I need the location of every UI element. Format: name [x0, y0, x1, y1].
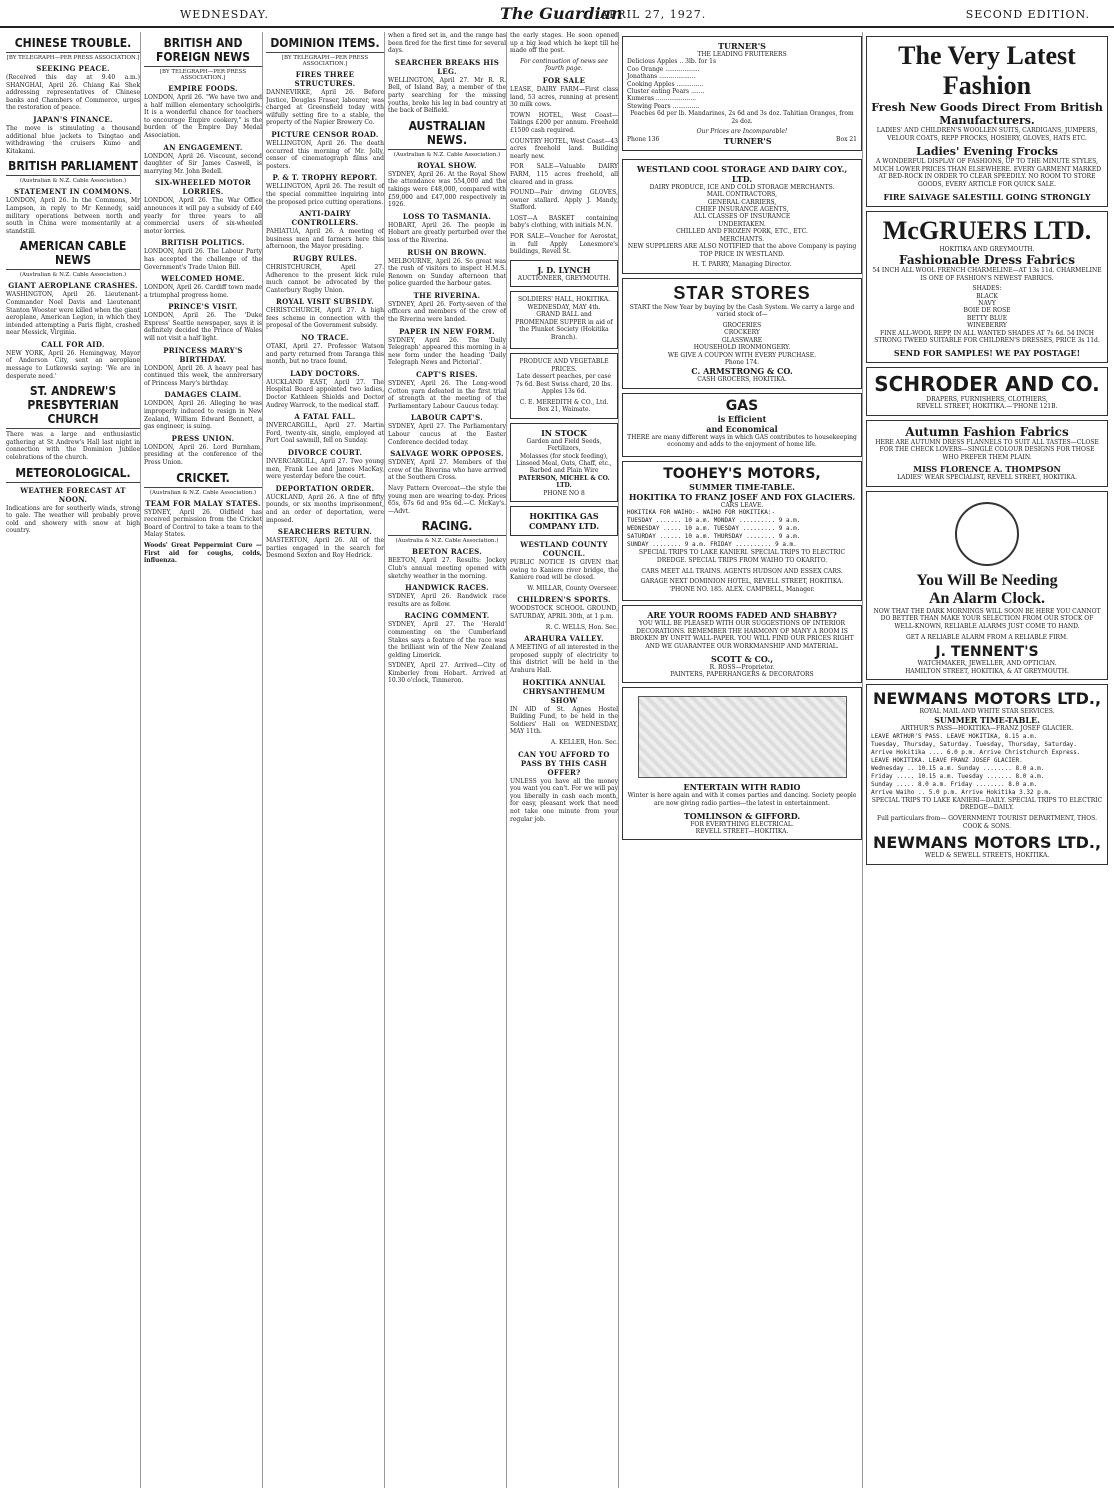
subhead: PRESS UNION.	[171, 433, 235, 443]
advert-heading: You Will Be Needing	[916, 571, 1058, 589]
advert-coupon: WE GIVE A COUPON WITH EVERY PURCHASE.	[667, 351, 817, 359]
timetable-row: Sunday ..... 8.0 a.m. Friday ........ 8.0 a.m.	[871, 780, 1038, 788]
advert-slogan: FIRE SALVAGE SALESTILL GOING STRONGLY	[883, 191, 1091, 202]
advertiser-box: Box 21	[836, 135, 857, 143]
timetable-row: SUNDAY ........ 9 a.m. FRIDAY .......... 9 a.m.	[627, 541, 797, 549]
advert-heading: SOLDIERS' HALL, HOKITIKA.	[518, 296, 610, 304]
timetable-row: WEDNESDAY ..... 10 a.m. TUESDAY ......... 9 a.m.	[627, 525, 801, 533]
article-text: SYDNEY, April 27. Arrived—City of Kimberley from Hobart. Arrived at 10.30 o'clock, Tinmeron.	[388, 662, 506, 685]
advertiser-address: REVELL STREET—HOKITIKA.	[695, 828, 789, 836]
notice-heading: WESTLAND COUNTY COUNCIL.	[520, 540, 608, 559]
classified-item: COUNTRY HOTEL, West Coast—43 acres freehold land. Building nearly new.	[510, 137, 618, 160]
stock-item: HOUSEHOLD IRONMONGERY.	[693, 344, 791, 352]
advertiser-sub: DRAPERS, FURNISHERS, CLOTHIERS,	[926, 395, 1048, 403]
subhead: LABOUR CAPT'S.	[411, 413, 483, 423]
subhead: ANTI-DAIRY CONTROLLERS.	[291, 209, 359, 228]
advert-slogan: Our Prices are Incomparable!	[696, 128, 788, 136]
advertiser-box: Box 21, Waimate.	[537, 406, 591, 414]
shade-item: BETTY BLUE	[966, 314, 1008, 322]
timetable-row: LEAVE HOKITIKA. LEAVE FRANZ JOSEF GLACIER.	[871, 756, 1023, 764]
subhead: DAMAGES CLAIM.	[164, 390, 242, 400]
advert-schroder	[866, 367, 1108, 416]
advert-text: GRAND BALL and PROMENADE SUPPER in aid of the Plunket Society (Hokitika Branch).	[515, 311, 613, 341]
advert-heading: PRODUCE AND VEGETABLE PRICES.	[519, 358, 609, 373]
continuation-note: For continuation of news see fourth page.	[520, 57, 608, 73]
advert-route: HOKITIKA TO FRANZ JOSEF AND FOX GLACIERS.	[628, 491, 856, 502]
advertiser-address: WELD & SEWELL STREETS, HOKITIKA.	[924, 852, 1050, 860]
advertiser-name: MISS FLORENCE A. THOMPSON	[913, 464, 1061, 475]
advert-signature: H. T. PARRY, Managing Director.	[692, 261, 792, 269]
stock-item: Fertilizers,	[547, 445, 581, 453]
advertiser-phone: PHONE NO 8	[543, 489, 585, 497]
advert-text: YOU WILL BE PLEASED WITH OUR SUGGESTIONS OF INTERIOR DECORATIONS. REMEMBER THE HARMONY OF MANY A ROOM IS BROKEN BY UNFIT WALL-PAPER. YOU WILL FIND OUR PRICES RIGHT AND WE GUARANTEE OUR WORKMANSHIP AND MATERIAL.	[630, 620, 854, 651]
timetable-row: Friday ..... 10.15 a.m. Tuesday ....... 8.0 a.m.	[871, 772, 1045, 780]
advertiser-name: J. D. LYNCH	[537, 264, 591, 275]
subhead: LADY DOCTORS.	[290, 368, 360, 378]
article-text: SYDNEY, April 26. Randwick race results are as follow.	[388, 593, 506, 608]
advert-text: FINE ALL-WOOL REPP, IN ALL WANTED SHADES AT 7s 6d. 54 INCH STRONG TWEED SUITABLE FOR CHILDREN'S DRESSES, PRICE 3s 11d.	[874, 329, 1100, 345]
article-text: the early stages. He soon opened up a big lead which he kept till he made off the post.	[510, 32, 618, 55]
advert-text: LADIES' AND CHILDREN'S WOOLLEN SUITS, CARDIGANS, JUMPERS, VELOUR COATS, REPP FROCKS, HOSIERY, GLOVES, HATS ETC.	[876, 127, 1098, 142]
subhead: HANDWICK RACES.	[405, 583, 489, 593]
advert-subheading: and Economical	[706, 423, 778, 434]
notice-text: UNLESS you have all the money you want you can't. For we will pay you liberally in cash each month, for easy, pleasant work that need not take one minute from your regular job.	[510, 777, 618, 823]
stock-item: CROCKERY	[724, 329, 760, 337]
timetable-row: Arrive Hokitika .... 6.0 p.m. Arrive Christchurch Express.	[871, 748, 1081, 756]
advertiser-name: STAR STORES	[673, 282, 811, 303]
advert-mcgruers	[866, 211, 1108, 363]
advertiser-name: PATERSON, MICHEL & CO. LTD.	[518, 474, 610, 490]
byline: [BY TELEGRAPH—PER PRESS ASSOCIATION.]	[281, 55, 369, 67]
price-item: Kumeras .....................	[627, 95, 696, 103]
column-8	[866, 32, 1108, 1488]
advert-westland-cool-storage	[622, 159, 862, 274]
stock-item: Molasses (for stock feeding),	[520, 452, 608, 460]
article-text: NEW YORK, April 26. Hemingway, Mayor of Anderson City, sent an aeroplane message to Lutkowski saying: 'We are in desperate need.'	[6, 349, 140, 380]
byline: [BY TELEGRAPH—PER PRESS ASSOCIATION.]	[6, 55, 140, 61]
masthead-day: WEDNESDAY.	[180, 8, 270, 21]
byline: (Australian & N.Z. Cable Association.)	[393, 151, 501, 158]
price-item: Coo Orange ..................	[627, 65, 700, 73]
article-text: Indications are for southerly winds, strong to gale. The weather will probably prove cold and showery with snow at high country.	[6, 504, 140, 535]
article-text: WELLINGTON, April 27. Mr R. R. Bell, of Island Bay, a member of the party searching for the missing youths, broke his leg in bad country at the back of Belfield.	[388, 76, 506, 115]
stock-item: GROCERIES	[722, 321, 762, 329]
subhead: P. & T. TROPHY REPORT.	[272, 173, 378, 183]
advert-star-stores	[622, 278, 862, 389]
advert-route: ARTHUR'S PASS—HOKITIKA—FRANZ JOSEF GLACIER.	[900, 725, 1074, 733]
shade-item: WINEBERRY	[967, 322, 1007, 330]
advert-subheading: is Efficient	[717, 413, 767, 424]
advert-text: SPECIAL TRIPS TO LAKE KANIERI—DAILY. SPECIAL TRIPS TO ELECTRIC DREDGE—DAILY.	[871, 796, 1103, 812]
headline-australian-news: AUSTRALIAN NEWS.	[388, 119, 506, 150]
article-text: WASHINGTON, April 26. Lieutenant-Commander Noel Davis and Lieutenant Stanton Wooster were killed when the giant aeroplane, American Legion, in which they intended attempting a Paris flight, crashed near Messick, Virginia.	[6, 291, 140, 337]
classified-item: FOR SALE—Valuable DAIRY FARM, 115 acres freehold, all cleared and in grass.	[510, 163, 618, 186]
advert-subheading: Ladies' Evening Frocks	[916, 145, 1058, 159]
advert-subheading: Fresh New Goods Direct From British Manufacturers.	[871, 101, 1103, 127]
subhead: PRINCE'S VISIT.	[168, 302, 238, 312]
advert-text: NEW SUPPLIERS ARE ALSO NOTIFIED that the above Company is paying TOP PRICE IN WESTLAND.	[627, 243, 857, 258]
advert-alarm-clock	[866, 491, 1108, 680]
advertiser-name: C. ARMSTRONG & CO.	[691, 366, 793, 377]
advertiser-name: HOKITIKA GAS COMPANY LTD.	[528, 511, 599, 532]
service-item: CHILLED AND FROZEN PORK, ETC., ETC.	[676, 228, 808, 236]
subhead: SIX-WHEELED MOTOR LORRIES.	[154, 178, 251, 197]
timetable-row: HOKITIKA FOR WAIHO:- WAIHO FOR HOKITIKA:-	[627, 509, 776, 517]
classified-item: LEASE, DAIRY FARM—First class land, 53 acres, running at present 30 milk cows.	[510, 85, 618, 109]
service-item: DAIRY PRODUCE, ICE AND COLD STORAGE MERCHANTS.	[649, 183, 835, 191]
column-5	[510, 32, 619, 1488]
price-item: Cluster eating Pears .......	[627, 88, 705, 96]
classified-item: LOST—A BASKET containing baby's clothing, with initials M.N.	[510, 214, 618, 230]
advert-heading: An Alarm Clock.	[929, 589, 1045, 607]
notice-heading: CAN YOU AFFORD TO PASS BY THIS CASH OFFER?	[518, 749, 610, 777]
advert-paterson	[510, 423, 618, 502]
subhead: A FATAL FALL.	[294, 412, 356, 422]
subhead: PAPER IN NEW FORM.	[399, 326, 495, 336]
advertiser-address: HAMILTON STREET, HOKITIKA, & AT GREYMOUTH.	[905, 667, 1069, 675]
column-4	[388, 32, 507, 1488]
advert-heading: GAS	[725, 397, 759, 414]
article-text: SYDNEY, April 26. The Long-wood Cotton yarn defeated in the first trial of strength at the meeting of the Parliamentary Labour Caucus today.	[388, 380, 506, 410]
subhead: SEARCHERS RETURN.	[277, 527, 373, 537]
subhead: STATEMENT IN COMMONS.	[14, 187, 132, 197]
advert-text: GARAGE NEXT DOMINION HOTEL, REVELL STREET, HOKITIKA. 'PHONE NO. 185. ALEX. CAMPBELL, Manager.	[640, 578, 844, 593]
advertiser-address: REVELL STREET, HOKITIKA.—'PHONE 121B.	[916, 403, 1058, 411]
price-item: Stewing Pears ..............	[627, 102, 700, 110]
advert-text: Winter is here again and with it comes parties and dancing. Society people are now giving radio parties—the latest in entertainment.	[627, 792, 857, 808]
advert-label: CARS LEAVE.	[720, 501, 764, 509]
advert-autumn-fabrics	[866, 420, 1108, 487]
classified-item: TOWN HOTEL, West Coast—Takings £200 per annum. Freehold £1500 cash required.	[510, 111, 618, 134]
notice-signature: R. C. WELLS, Hon. Sec.	[545, 623, 618, 631]
advertiser-name: J. TENNENT'S	[935, 644, 1039, 661]
byline: (Australian & N.Z. Cable Association.)	[19, 178, 127, 185]
subhead: SALVAGE WORK OPPOSES.	[390, 449, 504, 459]
advertiser-sub: THE LEADING FRUITERERS	[697, 51, 787, 58]
advertiser-trades: PAINTERS, PAPERHANGERS & DECORATORS	[670, 671, 814, 679]
stock-item: Barbed and Plain Wire	[529, 467, 599, 475]
column-1	[6, 32, 141, 1488]
byline: (Australia & N.Z. Cable Association.)	[395, 538, 499, 545]
advert-subheading: SUMMER TIME-TABLE.	[934, 715, 1040, 726]
advert-text: A WONDERFUL DISPLAY OF FASHIONS, UP TO THE MINUTE STYLES, MUCH LOWER PRICES THAN ELSEWHERE. EVERY GARMENT MARKED AT BED-ROCK IN ORDER TO CLEAR SPEEDILY. NO ROOM TO STORE GOODS, EVERY ARTICLE FOR QUICK SALE.	[872, 158, 1102, 188]
clock-icon	[955, 502, 1019, 566]
article-text: WELLINGTON, April 26. The result of the special committee inquiring into the proposed price cutting operations.	[266, 183, 384, 206]
advert-lynch	[510, 260, 618, 287]
advertiser-sub: LADIES' WEAR SPECIALIST, REVELL STREET, HOKITIKA.	[897, 474, 1077, 482]
advertiser-name: TOMLINSON & GIFFORD.	[683, 810, 801, 821]
advertiser-name: NEWMANS MOTORS LTD.,	[872, 833, 1102, 853]
masthead-paper-name: The Guardian	[500, 4, 623, 23]
subhead: ROYAL SHOW.	[417, 160, 477, 170]
subhead: RACING COMMENT.	[404, 611, 490, 621]
headline-chinese-trouble: CHINESE TROUBLE.	[6, 36, 140, 53]
column-2	[144, 32, 263, 1488]
subhead: RUGBY RULES.	[292, 253, 358, 263]
article-text: CHRISTCHURCH, April 27. A high fees scheme in connection with the proposal of the Government subsidy.	[266, 307, 384, 330]
notice-text: WOODSTOCK SCHOOL GROUND, SATURDAY, APRIL 30th, at 1 p.m.	[510, 605, 618, 621]
advert-text: Peaches 6d per lb. Mandarines, 2s 6d and 3s doz. Tahitian Oranges, from 2s doz.	[630, 110, 854, 125]
headline-british-parliament: BRITISH PARLIAMENT	[6, 159, 140, 176]
column-3	[266, 32, 385, 1488]
advertiser-sub: WATCHMAKER, JEWELLER, AND OPTICIAN.	[917, 660, 1057, 668]
notice-signature: A. KELLER, Hon. Sec.	[550, 739, 618, 746]
article-text: CHRISTCHURCH, April 27. Adherence to the present kick rule much cannot be advocated by the Canterbury Rugby Union.	[266, 263, 384, 294]
advertiser-title: AUCTIONEER, GREYMOUTH.	[517, 274, 611, 282]
subhead: CALL FOR AID.	[41, 339, 105, 349]
article-text: LONDON, April 26. The 'Duke Express' Seattle newspaper, says it is definitely decided the Prince of Wales will not visit a half light.	[144, 312, 262, 343]
article-text: BEETON, April 27. Results: Jockey Club's annual meeting opened with sketchy weather in the morning.	[388, 557, 506, 580]
advert-heading: Autumn Fashion Fabrics	[905, 424, 1069, 439]
article-text: INVERCARGILL, April 27. Two young men, Frank Lee and James MacKay, were yesterday before the court.	[266, 458, 384, 481]
article-text: SYDNEY, April 26. The 'Daily Telegraph' appeared this morning in a new form under the heading 'Daily Telegraph News and Pictorial'.	[388, 336, 506, 367]
article-text: LONDON, April 26. Alleging he was improperly induced to resign in New Zealand, William Edward Bennett, a gas engineer, is suing.	[144, 400, 262, 431]
advert-latest-fashion	[866, 36, 1108, 207]
article-text: AUCKLAND EAST, April 27. The Hospital Board appointed two ladies, Doctor Kathleen Shields and Doctor Audrey Warrock, to the medical staff.	[266, 378, 384, 409]
advertiser-sub: FOR EVERYTHING ELECTRICAL.	[690, 820, 794, 828]
byline: (Australian & N.Z. Cable Association.)	[149, 489, 257, 496]
advert-tooheys-motors	[622, 461, 862, 601]
notice-heading: HOKITIKA ANNUAL CHRYSANTHEMUM SHOW	[522, 677, 606, 705]
shade-item: BLACK	[976, 292, 998, 300]
advertiser-phone: Phone 174.	[724, 358, 760, 366]
article-text: PAHIATUA, April 26. A meeting of business men and farmers here this afternoon, the Mayor presiding.	[266, 228, 384, 251]
classified-item: FOR SALE—Voucher for Aerostat, in full Apply Lonesmore's buildings, Revell St.	[510, 233, 618, 256]
advert-text: Late dessert peaches, per case 7s 6d. Best Swiss chard, 20 lbs. Apples 13s 6d.	[515, 373, 613, 396]
notice-text: IN AID of St. Agnes Hostel Building Fund, to be held in the Soldiers' Hall on WEDNESDAY, MAY 11th.	[510, 705, 618, 736]
article-text: LONDON, April 26. A heavy peal has continued this week, the anniversary of Princess Mary's birthday.	[144, 364, 262, 387]
service-item: ALL CLASSES OF INSURANCE	[693, 213, 791, 221]
subhead: DEPORTATION ORDER.	[275, 483, 375, 493]
subhead: WEATHER FORECAST AT NOON.	[20, 485, 126, 504]
advertiser-name: WESTLAND COOL STORAGE AND DAIRY COY., LTD.	[636, 163, 848, 184]
advertiser-name: TURNER'S	[723, 135, 772, 146]
advert-text: CARS MEET ALL TRAINS. AGENTS HUDSON AND ESSEX CARS.	[641, 567, 843, 575]
article-text: LONDON, April 26. Viscount, second daughter of Sir James Caswell, is marrying Mr. John Bedell.	[144, 152, 262, 175]
article-text: LONDON, April 26. "We have two and a half million elementary schoolgirls. It is a wonderful chance for teachers to encourage Empire cookery," is the burden of the Empire Day Medal Association.	[144, 94, 262, 139]
subhead: THE RIVERINA.	[413, 290, 481, 300]
advertiser-location: HOKITIKA AND GREYMOUTH.	[939, 245, 1035, 253]
stock-item: GLASSWARE	[721, 336, 763, 344]
price-item: Delicious Apples .. 3lb. for 1s	[627, 58, 717, 66]
headline-cricket: CRICKET.	[144, 471, 262, 488]
advert-soldiers-hall	[510, 291, 618, 349]
notice-text: PUBLIC NOTICE IS GIVEN that owing to Kaniere river bridge, the Kaniere road will be closed.	[510, 559, 618, 582]
classified-heading: FOR SALE	[542, 75, 586, 85]
classified-item: FOUND—Pair driving GLOVES, owner stallard. Apply J. Mandy, Stafford.	[510, 189, 618, 212]
advert-text: THERE are many different ways in which GAS contributes to housekeeping economy and adds to the enjoyment of home life.	[627, 433, 857, 449]
article-text: SYDNEY, April 27. The 'Herald' commenting on the Cumberland Stakes says a feature of the race was the brilliant win of the New Zealand gelding Limerick.	[388, 621, 506, 659]
masthead-edition: SECOND EDITION.	[965, 8, 1090, 21]
headline-dominion-items: DOMINION ITEMS.	[266, 36, 384, 53]
subhead: PRINCESS MARY'S BIRTHDAY.	[163, 345, 243, 364]
price-item: Jonathans ...................	[627, 73, 696, 81]
stock-item: Garden and Field Seeds,	[526, 437, 602, 445]
subhead: AN ENGAGEMENT.	[163, 142, 243, 152]
timetable-row: Wednesday .. 10.15 a.m. Sunday ........ 8.0 a.m.	[871, 764, 1045, 772]
subhead: CAPT'S RISES.	[416, 370, 478, 380]
subhead: TEAM FOR MALAY STATES.	[145, 498, 261, 508]
advert-slogan: SEND FOR SAMPLES! WE PAY POSTAGE!	[893, 347, 1081, 358]
article-text: LONDON, April 26. The War Office announces it will pay a subsidy of £40 yearly for three years to all commercial users of six-wheeled motor lorries.	[144, 197, 262, 235]
advert-text: START the New Year by buying by the Cash System. We carry a large and varied stock of—	[629, 303, 855, 319]
service-item: MAIL CONTRACTORS,	[706, 191, 778, 199]
advertiser-phone: Phone 136	[627, 135, 660, 143]
article-text: (Received this day at 9.40 a.m.) SHANGHAI, April 26. Chiang Kai Shek addressing representatives of Chinese banks and Chambers of Commerce, urges the restoration of peace.	[6, 74, 140, 112]
advert-gas	[622, 393, 862, 457]
stock-item: Linseed Meal, Oats, Chaff, etc.,	[516, 460, 612, 468]
notice-heading: CHILDREN'S SPORTS.	[517, 595, 611, 605]
advertiser-name: NEWMANS MOTORS LTD.,	[872, 688, 1102, 708]
article-text: SYDNEY, April 26. Oldfield has received permission from the Cricket Board of Control to take a team to the Malay States.	[144, 508, 262, 539]
timetable-row: Tuesday, Thursday, Saturday. Tuesday, Thursday, Saturday.	[871, 740, 1077, 748]
advert-text: 54 INCH ALL WOOL FRENCH CHARMELINE—AT 13s 11d. CHARMELINE IS ONE OF FASHION'S NEWEST FABRICS.	[872, 266, 1102, 282]
headline-st-andrews: ST. ANDREW'S PRESBYTERIAN CHURCH	[6, 384, 140, 429]
subhead: JAPAN'S FINANCE.	[33, 114, 113, 124]
advert-heading: Fashionable Dress Fabrics	[899, 252, 1075, 267]
subhead: BEETON RACES.	[411, 547, 483, 557]
timetable-row: TUESDAY ....... 10 a.m. MONDAY .......... 9 a.m.	[627, 517, 801, 525]
service-item: CHIEF INSURANCE AGENTS,	[695, 206, 789, 214]
advertiser-proprietor: R. ROSS—Proprietor.	[709, 663, 775, 671]
notice-text: A MEETING of all interested in the proposed supply of electricity to this district will be held in the Arahura Hall.	[510, 644, 618, 675]
article-text: LONDON, April 26. Cardiff town made a triumphal progress home.	[144, 284, 262, 299]
advert-text: SPECIAL TRIPS TO LAKE KANIERI. SPECIAL TRIPS TO ELECTRIC DREDGE. SPECIAL TRIPS FROM WAIHO TO OKARITO.	[638, 549, 846, 564]
headline-american-cable-news: AMERICAN CABLE NEWS	[6, 239, 140, 270]
advert-label: SHADES:	[972, 285, 1002, 293]
article-text: HOBART, April 26. The people in Hobart are greatly perturbed over the loss of the Riverina.	[388, 221, 506, 244]
advert-subheading: SUMMER TIME-TABLE.	[689, 481, 795, 492]
advert-peppermint-cure: Woods' Great Peppermint Cure — First aid for coughs, colds, influenza.	[144, 541, 262, 565]
subhead: RUSH ON BROWN.	[407, 247, 487, 257]
advertiser-name: TURNER'S	[718, 41, 766, 51]
headline-british-foreign-news: BRITISH AND FOREIGN NEWS	[144, 36, 262, 67]
advert-turners	[622, 36, 862, 151]
advert-gas-company	[510, 506, 618, 536]
advertiser-name: C. E. MEREDITH & CO., Ltd.	[519, 399, 609, 407]
article-text: OTAKI, April 27. Professor Watson and party returned from Taranga this month, but no trace found.	[266, 343, 384, 366]
article-text: DANNEVIRKE, April 26. Before Justice, Douglas Fraser, labourer, was charged at Greensfield today with wilfully setting fire to a stable, the property of the Napier Brewery Co.	[266, 89, 384, 127]
column-6-7-ads	[622, 32, 863, 1488]
service-item: MERCHANTS.	[719, 235, 765, 243]
advert-date: WEDNESDAY, MAY 4th.	[527, 303, 601, 311]
article-text: LONDON, April 26. The Labour Party has accepted the challenge of the Government's Trade Union Bill.	[144, 248, 262, 271]
subhead: GIANT AEROPLANE CRASHES.	[8, 281, 138, 291]
advert-text: Full particulars from— GOVERNMENT TOURIST DEPARTMENT, THOS. COOK & SONS.	[876, 814, 1097, 830]
subhead: NO TRACE.	[301, 333, 349, 343]
subhead: ROYAL VISIT SUBSIDY.	[276, 297, 374, 307]
subhead: BRITISH POLITICS.	[161, 238, 245, 248]
advertiser-name: SCHRODER AND CO.	[874, 371, 1100, 396]
advert-heading: IN STOCK	[541, 427, 587, 438]
masthead-date: APRIL 27, 1927.	[600, 8, 707, 21]
advertiser-name: SCOTT & CO.,	[711, 653, 773, 664]
byline: (Australian & N.Z. Cable Association.)	[19, 272, 127, 279]
article-text: MELBOURNE, April 26. So great was the rush of visitors to inspect H.M.S. Renown on Sunday afternoon that police guarded the harbour gates.	[388, 257, 506, 288]
advertiser-name: TOOHEY'S MOTORS,	[663, 465, 821, 482]
byline: [BY TELEGRAPH—PER PRESS ASSOCIATION.]	[159, 69, 247, 81]
headline-racing: RACING.	[388, 519, 506, 536]
advert-heading: ENTERTAIN WITH RADIO	[683, 782, 801, 793]
subhead: SEARCHER BREAKS HIS LEG.	[394, 57, 500, 76]
advertiser-name: McGRUERS LTD.	[882, 215, 1092, 245]
advert-text: HERE ARE AUTUMN DRESS FLANNELS TO SUIT ALL TASTES—CLOSE FOR THE CHECK LOVERS—SINGLE COLOUR DESIGNS FOR THOSE WHO PREFER THEM PLAIN.	[875, 438, 1099, 461]
advert-text: GET A RELIABLE ALARM FROM A RELIABLE FIRM.	[905, 633, 1069, 641]
advert-produce	[510, 353, 618, 418]
timetable-row: SATURDAY ...... 10 a.m. THURSDAY ........ 9 a.m.	[627, 533, 801, 541]
notice-signature: W. MILLAR, County Overseer.	[527, 584, 618, 592]
subhead: WELCOMED HOME.	[161, 274, 245, 284]
advert-radio	[622, 687, 862, 840]
article-text: SYDNEY, April 27. The Parliamentary Labour caucus at the Easter Conference decided today.	[388, 423, 506, 446]
shade-item: NAVY	[978, 299, 996, 307]
article-text: SYDNEY, April 27. Members of the crew of the Riverina who have arrived at the Southern Cross.	[388, 459, 506, 482]
price-item: Cooking Apples ..............	[627, 80, 704, 88]
subhead: FIRES THREE STRUCTURES.	[294, 70, 356, 88]
article-text: The move is stimulating a thousand additional blue jackets to Tsingtao and withdrawing the cruisers Kumo and Kitakami.	[6, 124, 140, 155]
headline-meteorological: METEOROLOGICAL.	[6, 466, 140, 483]
advert-newmans-motors	[866, 684, 1108, 865]
article-text: LONDON, April 26. In the Commons, Mr Lampson, in reply to Mr Kennedy, said military operations between north and south in China were momentarily at a standstill.	[6, 197, 140, 235]
article-text: AUCKLAND, April 26. A fine of fifty pounds, or six months imprisonment, and an order of deportation, were imposed.	[266, 493, 384, 524]
timetable-row: LEAVE ARTHUR'S PASS. LEAVE HOKITIKA, 8.15 a.m.	[871, 732, 1038, 740]
service-item: UNDERTAKEN.	[718, 220, 766, 228]
article-text: LONDON, April 26. Lord Burnham, presiding at the conference of the Press Union.	[144, 443, 262, 466]
advert-text: NOW THAT THE DARK MORNINGS WILL SOON BE HERE YOU CANNOT DO BETTER THAN MAKE YOUR SELECTION FROM OUR STOCK OF WELL-KNOWN, RELIABLE ALARMS JUST COME TO HAND.	[873, 607, 1101, 630]
subhead: LOSS TO TASMANIA.	[402, 211, 492, 221]
radio-illustration	[638, 696, 847, 778]
subhead: EMPIRE FOODS.	[168, 84, 238, 93]
article-text: INVERCARGILL, April 27. Martin Ford, twenty-six, single, employed at Port Coal sawmill, fell on Sunday.	[266, 422, 384, 445]
subhead: SEEKING PEACE.	[36, 64, 110, 73]
masthead	[0, 0, 1114, 28]
article-text: MASTERTON, April 26. All of the parties engaged in the search for Desmond Sexton and Roy Hedrick.	[266, 537, 384, 560]
article-text: SYDNEY, April 26. At the Royal Show the attendance was 554,000 and the takings were £48,000, compared with £59,000 and £47,000 respectively in 1926.	[388, 170, 506, 209]
timetable-row: Arrive Waiho .. 5.0 p.m. Arrive Hokitika 3.32 p.m.	[871, 788, 1052, 796]
article-text: WELLINGTON, April 26. The death occurred this morning of Mr. Jolly, censor of cinematograph films and posters.	[266, 139, 384, 170]
advert-heading: ARE YOUR ROOMS FADED AND SHABBY?	[647, 610, 837, 621]
advertiser-sub: ROYAL MAIL AND WHITE STAR SERVICES.	[919, 707, 1055, 715]
article-text: SYDNEY, April 26. Forty-seven of the officers and members of the crew of the Riverina were landed.	[388, 300, 506, 324]
article-text: when a fired set in, and the range has been fired for the first time for several days.	[388, 32, 506, 55]
service-item: GENERAL CARRIERS,	[707, 198, 777, 206]
article-text: There was a large and enthusiastic gathering at St Andrew's Hall last night in connection with the Dominion Jubilee celebrations of the church.	[6, 431, 140, 462]
shade-item: BOIE DE ROSE	[963, 307, 1011, 315]
advert-heading: The Very Latest Fashion	[898, 41, 1076, 100]
advert-scott-co	[622, 605, 862, 683]
subhead: DIVORCE COURT.	[287, 448, 363, 457]
notice-heading: ARAHURA VALLEY.	[524, 634, 604, 644]
article-text: Navy Pattern Overcoat—the style the young men are wearing to-day. Prices 65s, 67s 6d and 95s 6d.—C. McKay's.—Advt.	[388, 484, 506, 515]
advertiser-sub: CASH GROCERS, HOKITIKA.	[697, 376, 787, 384]
subhead: PICTURE CENSOR ROAD.	[271, 129, 379, 139]
